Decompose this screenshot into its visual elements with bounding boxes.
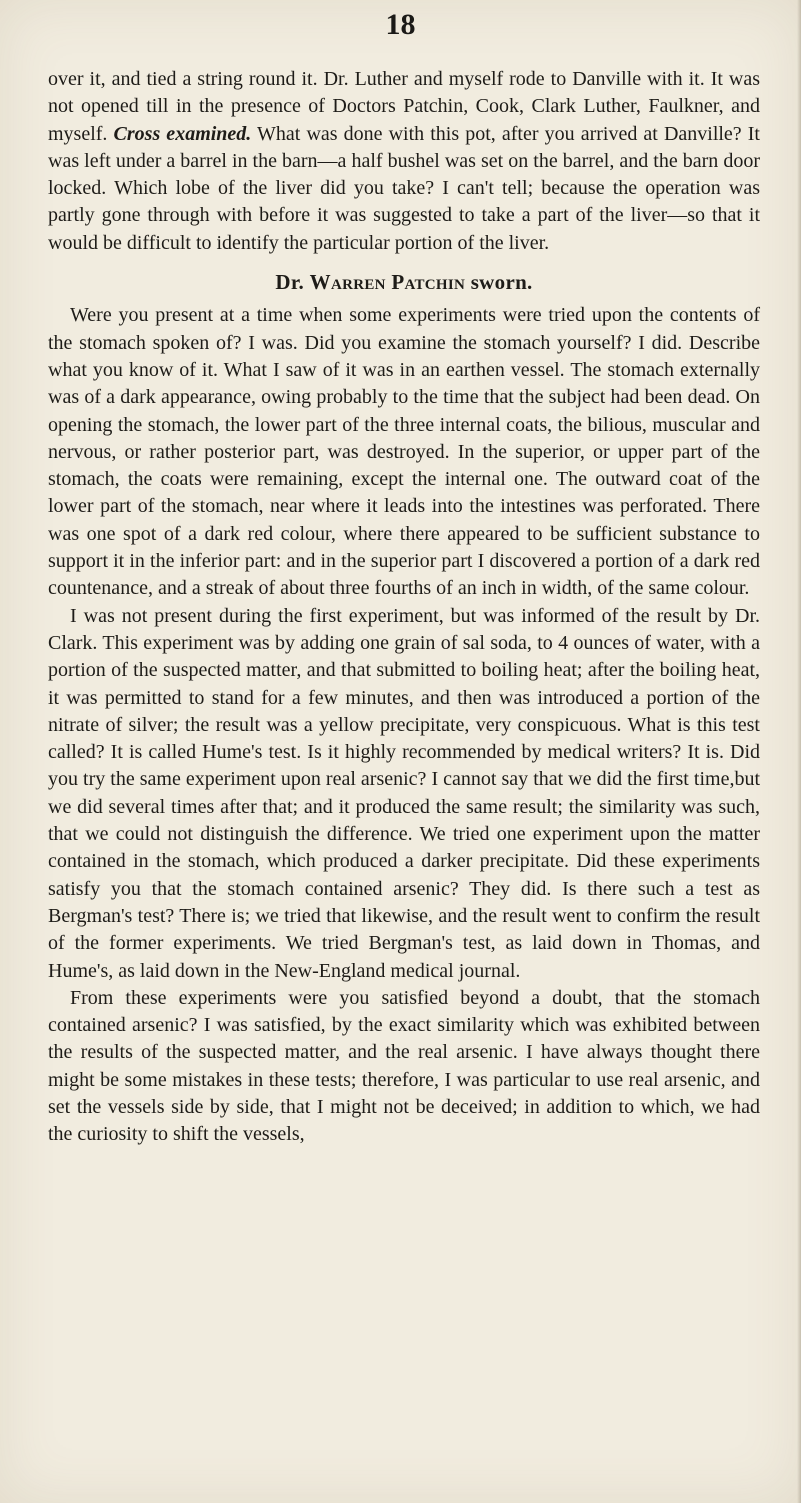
paragraph-experiments: I was not present during the first experiment, but was informed of the result by Dr. Clark. This experiment was by adding one grain of sal soda, to 4 ounces of water, with a portion of the suspected matter, and that submitted to boiling heat; after the boiling heat, it was permitted to stand for a few minutes, and then was introduced a portion of the nitrate of silver; the result was a yellow precipitate, very conspicuous. What is this test called? It is called Hume's test. Is it highly recommended by medical writers? It is. Did you try the same experiment upon real arsenic? I cannot say that we did the first time,but we did several times after that; and it produced the same result; the similarity was such, that we could not distinguish the difference. We tried one experiment upon the matter contained in the stomach, which produced a darker precipitate. Did these experiments satisfy you that the stomach contained arsenic? They did. Is there such a test as Bergman's test? There is; we tried that likewise, and the result went to confirm the result of the former experiments. We tried Bergman's test, as laid down in Thomas, and Hume's, as laid down in the New-England medical journal. (48, 604, 760, 982)
heading-suffix: sworn. (465, 270, 533, 295)
page-text-body (48, 66, 760, 1149)
heading-prefix: Dr. (275, 270, 310, 295)
witness-heading (48, 269, 760, 296)
paragraph-text: What was done with this pot, after you arrived at Danville? It was left under a barrel in the barn—a half bushel was set on the barrel, and the barn door locked. Which lobe of the liver did you take? I can't tell; because the operation was partly gone through with before it was suggested to take a part of the liver—so that it would be difficult to identify the particular portion of the liver. (48, 122, 760, 254)
cross-examined-label: Cross examined. (113, 122, 252, 145)
page-edge-shadow (797, 0, 801, 1503)
paragraph-stomach-exam: Were you present at a time when some experiments were tried upon the contents of the stomach spoken of? I was. Did you examine the stomach yourself? I did. Describe what you know of it. What I saw of it was in an earthen vessel. The stomach externally was of a dark appearance, owing probably to the time that the subject had been dead. On opening the stomach, the lower part of the three internal coats, the bilious, muscular and nervous, or rather posterior part, was destroyed. In the superior, or upper part of the stomach, the coats were remaining, except the internal one. The outward coat of the lower part of the stomach, near where it leads into the intestines was perforated. There was one spot of a dark red colour, where there appeared to be sufficient substance to support it in the inferior part: and in the superior part I discovered a portion of a dark red countenance, and a streak of about three fourths of an inch in width, of the same colour. (48, 304, 760, 600)
paragraph-luther-testimony (48, 66, 760, 257)
page-number: 18 (385, 8, 416, 41)
witness-name: Warren Patchin (309, 270, 466, 295)
paragraph-text: over it, and tied a string round it. Dr. Luther and myself rode to Danville with it. It was not opened till in the presence of Doctors Patchin, Cook, Clark Luther, Faulkner, and myself. (48, 68, 760, 145)
paragraph-conclusion: From these experiments were you satisfied beyond a doubt, that the stomach contained arsenic? I was satisfied, by the exact similarity which was exhibited between the results of the suspected matter, and the real arsenic. I have always thought there might be some mistakes in these tests; therefore, I was particular to use real arsenic, and set the vessels side by side, that I might not be deceived; in addition to which, we had the curiosity to shift the vessels, (48, 986, 760, 1146)
